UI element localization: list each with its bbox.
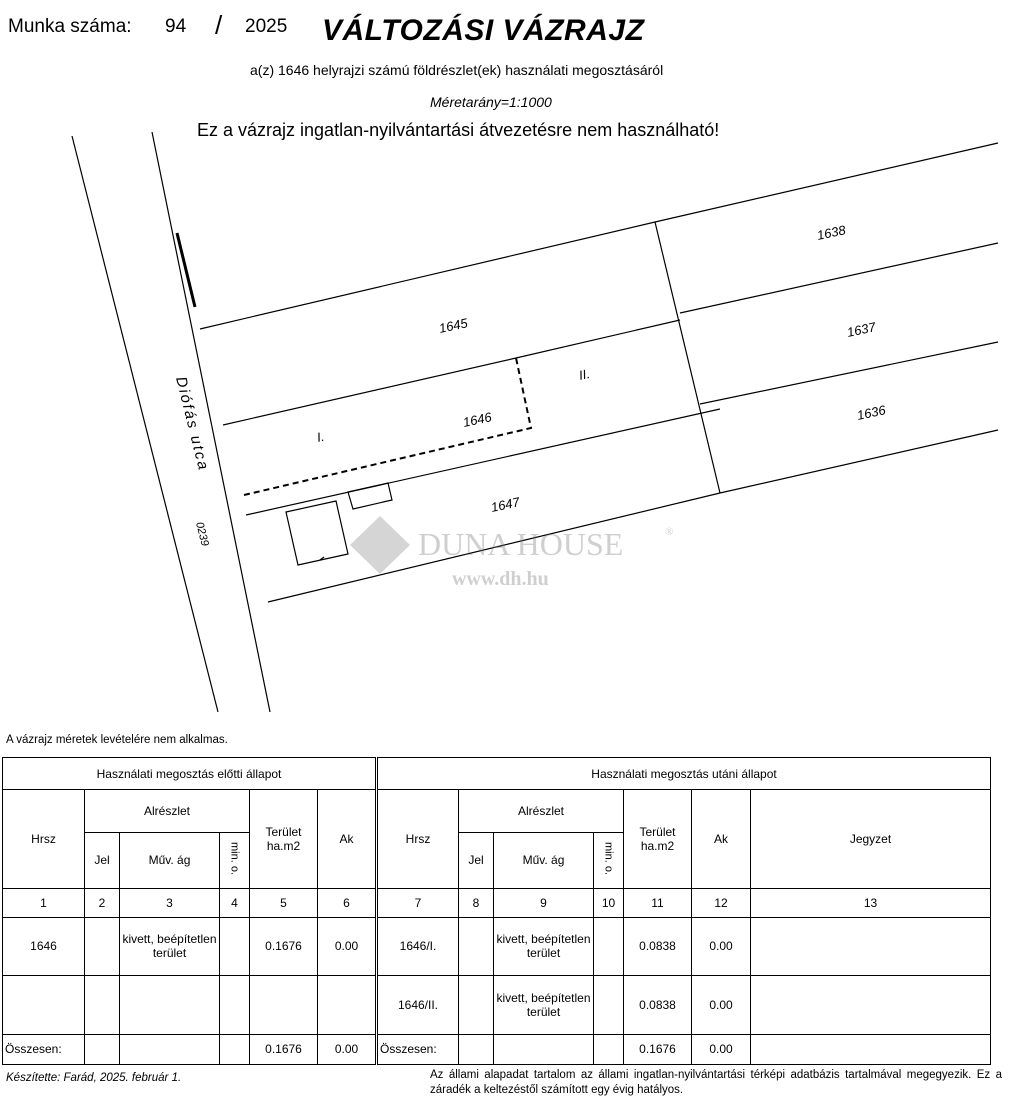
warning-text: Ez a vázrajz ingatlan-nyilvántartási átvezetésre nem használható!	[197, 120, 720, 140]
work-year: 2025	[245, 16, 288, 37]
measurement-note: A vázrajz méretek levételére nem alkalmas.	[6, 734, 228, 746]
total-label: Összesen:	[3, 1034, 85, 1064]
row2-hrsz	[3, 976, 85, 1035]
row1-min-after	[594, 917, 624, 976]
part-label-II: II.	[577, 366, 592, 383]
total-jel	[85, 1034, 120, 1064]
division-line	[244, 358, 531, 495]
terulet-header: Terület ha.m2	[250, 790, 318, 889]
part-label-I: I.	[315, 428, 326, 445]
min-o-header	[220, 832, 250, 889]
boundary-1636-south	[720, 430, 998, 493]
total-ak-after: 0.00	[692, 1034, 751, 1064]
before-state-header: Használati megosztás előtti állapot	[3, 758, 377, 790]
hrsz-header: Hrsz	[3, 790, 85, 889]
table-row	[3, 976, 991, 1035]
total-min-after	[594, 1034, 624, 1064]
column-number-row	[3, 889, 991, 917]
jel-header: Jel	[85, 832, 120, 889]
table-row	[3, 917, 991, 976]
parcel-label-1646: 1646	[461, 409, 493, 430]
work-number-label: Munka száma:	[8, 16, 132, 37]
total-label-after: Összesen:	[377, 1034, 459, 1064]
parcel-label-1647: 1647	[489, 494, 521, 515]
row1-ak-after: 0.00	[692, 917, 751, 976]
row2-terulet	[250, 976, 318, 1035]
muv-ag-header: Műv. ág	[120, 832, 220, 889]
row1-jel-after	[459, 917, 494, 976]
parcel-label-1638: 1638	[815, 222, 847, 243]
boundary-1645-1646-b	[516, 320, 680, 358]
col-num: 5	[250, 889, 318, 917]
parcel-label-1645: 1645	[437, 315, 469, 336]
row1-muv-after: kivett, beépítetlen terület	[494, 917, 594, 976]
row1-muv: kivett, beépítetlen terület	[120, 917, 220, 976]
watermark-registered: ®	[665, 526, 674, 538]
row2-ak-after: 0.00	[692, 976, 751, 1035]
after-state-header: Használati megosztás utáni állapot	[377, 758, 991, 790]
row1-jel	[85, 917, 120, 976]
col-num: 9	[494, 889, 594, 917]
total-muv	[120, 1034, 220, 1064]
work-number: 94	[165, 16, 187, 37]
watermark-url: www.dh.hu	[452, 568, 549, 590]
row2-terulet-after: 0.0838	[624, 976, 692, 1035]
watermark-name: DUNA HOUSE	[418, 526, 624, 562]
register-table	[2, 757, 991, 1065]
row2-hrsz-after: 1646/II.	[377, 976, 459, 1035]
hrsz-after-header: Hrsz	[377, 790, 459, 889]
boundary-1637-1636	[700, 342, 998, 404]
row1-jegyzet	[751, 917, 991, 976]
row2-min	[220, 976, 250, 1035]
col-num: 4	[220, 889, 250, 917]
ak-after-header: Ak	[692, 790, 751, 889]
row1-ak: 0.00	[318, 917, 377, 976]
alreszlet-header: Alrészlet	[85, 790, 250, 832]
min-o-after-label: min. o.	[602, 842, 615, 876]
total-min	[220, 1034, 250, 1064]
total-ak: 0.00	[318, 1034, 377, 1064]
col-num: 12	[692, 889, 751, 917]
page-title: VÁLTOZÁSI VÁZRAJZ	[322, 14, 645, 47]
col-num: 3	[120, 889, 220, 917]
row1-hrsz: 1646	[3, 917, 85, 976]
col-num: 7	[377, 889, 459, 917]
street-code: 0239	[193, 520, 211, 548]
boundary-vertical-east	[655, 222, 720, 493]
work-number-separator: /	[215, 10, 223, 40]
jegyzet-header: Jegyzet	[751, 790, 991, 889]
row2-jel-after	[459, 976, 494, 1035]
watermark-logo-icon	[350, 516, 410, 574]
row2-jel	[85, 976, 120, 1035]
ak-header: Ak	[318, 790, 377, 889]
scale-label: Méretarány=1:1000	[430, 94, 552, 110]
total-terulet: 0.1676	[250, 1034, 318, 1064]
street-edge-right	[152, 132, 270, 712]
parcel-label-1637: 1637	[845, 319, 877, 340]
total-jegyzet	[751, 1034, 991, 1064]
col-num: 10	[594, 889, 624, 917]
col-num: 13	[751, 889, 991, 917]
street-name: Diófás utca	[172, 374, 213, 474]
row2-ak	[318, 976, 377, 1035]
col-num: 11	[624, 889, 692, 917]
row1-terulet-after: 0.0838	[624, 917, 692, 976]
col-num: 8	[459, 889, 494, 917]
boundary-1638-top	[655, 143, 998, 222]
total-terulet-after: 0.1676	[624, 1034, 692, 1064]
row2-jegyzet	[751, 976, 991, 1035]
row2-muv	[120, 976, 220, 1035]
boundary-1645-top	[200, 222, 655, 329]
jel-after-header: Jel	[459, 832, 494, 889]
building-1	[286, 501, 348, 565]
row2-muv-after: kivett, beépítetlen terület	[494, 976, 594, 1035]
prepared-by: Készítette: Farád, 2025. február 1.	[6, 1072, 182, 1084]
row1-min	[220, 917, 250, 976]
col-num: 1	[3, 889, 85, 917]
muv-ag-after-header: Műv. ág	[494, 832, 594, 889]
alreszlet-after-header: Alrészlet	[459, 790, 624, 832]
watermark	[350, 516, 673, 590]
validity-statement: Az állami alapadat tartalom az állami ingatlan-nyilvántartási térképi adatbázis tartalmával megegyezik. Ez a záradék a keltezéstől számított egy évig hatályos.	[430, 1069, 1002, 1096]
min-o-label: min. o.	[228, 842, 241, 876]
col-num: 6	[318, 889, 377, 917]
parcel-label-1636: 1636	[855, 402, 887, 423]
min-o-after-header	[594, 832, 624, 889]
row2-min-after	[594, 976, 624, 1035]
boundary-1638-1637	[680, 243, 998, 313]
row1-hrsz-after: 1646/I.	[377, 917, 459, 976]
col-num: 2	[85, 889, 120, 917]
terulet-after-header: Terület ha.m2	[624, 790, 692, 889]
row1-terulet: 0.1676	[250, 917, 318, 976]
subtitle: a(z) 1646 helyrajzi számú földrészlet(ek) használati megosztásáról	[250, 62, 664, 78]
total-jel-after	[459, 1034, 494, 1064]
total-muv-after	[494, 1034, 594, 1064]
building-2	[348, 483, 392, 509]
total-row	[3, 1034, 991, 1064]
